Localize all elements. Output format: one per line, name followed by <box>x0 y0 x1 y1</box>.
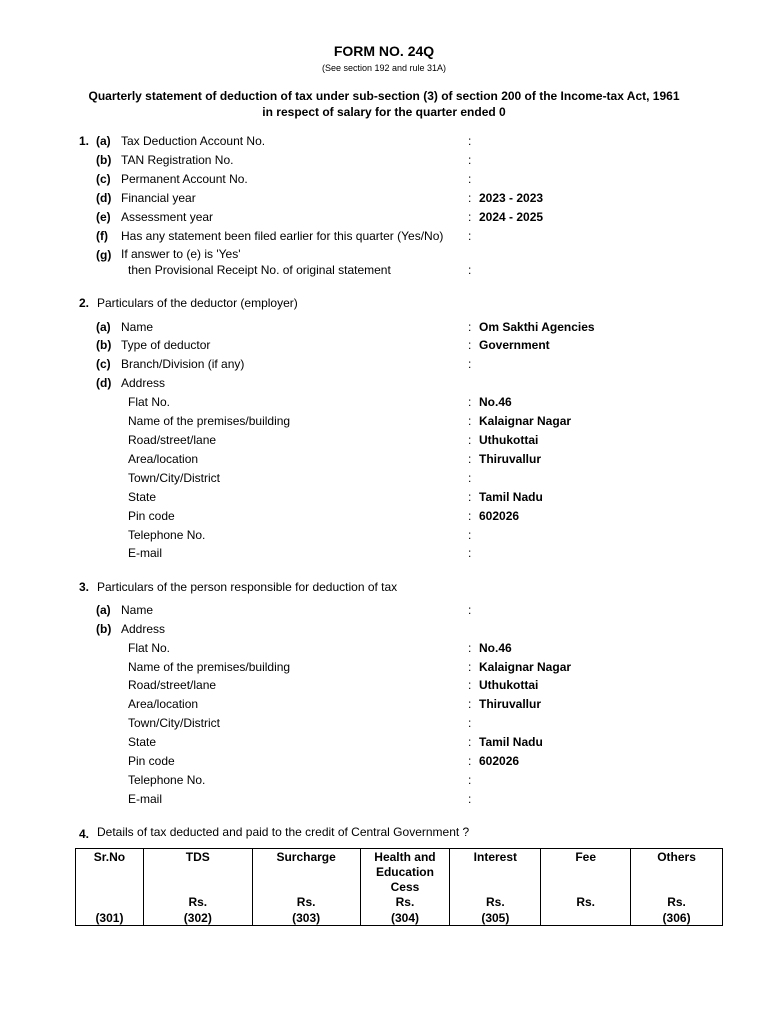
s1-label-b: TAN Registration No. <box>121 153 234 167</box>
s2-addr-colon-premises: : <box>468 414 472 428</box>
s1-colon-b: : <box>468 153 472 167</box>
s2-colon-a: : <box>468 320 472 334</box>
s3-addr-colon-flat: : <box>468 641 472 655</box>
s2-letter-a: (a) <box>96 320 111 334</box>
col-rs-surcharge: Rs. <box>296 895 316 909</box>
s3-addr-label-premises: Name of the premises/building <box>128 660 291 674</box>
s3-addr-value-pin: 602026 <box>479 754 520 768</box>
form-title: FORM NO. 24Q <box>333 43 435 59</box>
table-row <box>76 849 723 926</box>
s3-addr-colon-email: : <box>468 792 472 806</box>
s1-label-g-line2: then Provisional Receipt No. of original statement <box>128 263 391 277</box>
s1-colon-e: : <box>468 210 472 224</box>
col-surcharge <box>252 849 360 926</box>
s2-label-a: Name <box>121 320 154 334</box>
col-others <box>631 849 723 926</box>
col-interest <box>450 849 541 926</box>
s2-addr-label-telephone: Telephone No. <box>128 528 206 542</box>
col-header-srno: Sr.No <box>93 850 126 864</box>
s2-addr-label-area: Area/location <box>128 452 199 466</box>
s2-letter-d: (d) <box>96 376 112 390</box>
col-code-interest: (305) <box>481 911 510 925</box>
s3-addr-colon-telephone: : <box>468 773 472 787</box>
s2-addr-label-road: Road/street/lane <box>128 433 217 447</box>
s2-addr-value-area: Thiruvallur <box>479 452 542 466</box>
s3-addr-colon-town: : <box>468 716 472 730</box>
s3-addr-value-road: Uthukottai <box>479 678 539 692</box>
col-header-interest: Interest <box>473 850 518 864</box>
col-header-cess: Health and Education Cess <box>374 850 436 894</box>
s1-letter-b: (b) <box>96 153 112 167</box>
col-code-surcharge: (303) <box>292 911 321 925</box>
s3-label-b: Address <box>121 622 166 636</box>
s1-value-e: 2024 - 2025 <box>479 210 544 224</box>
s1-label-a: Tax Deduction Account No. <box>121 134 266 148</box>
col-code-srno: (301) <box>95 911 124 925</box>
s2-letter-c: (c) <box>96 357 111 371</box>
form-heading-line1: Quarterly statement of deduction of tax under sub-section (3) of section 200 of the Income-tax Act, 1961 <box>88 89 680 103</box>
col-code-tds: (302) <box>183 911 212 925</box>
s1-label-d: Financial year <box>121 191 196 205</box>
section2-number: 2. <box>79 296 90 310</box>
s3-addr-label-pin: Pin code <box>128 754 175 768</box>
s3-letter-a: (a) <box>96 603 111 617</box>
col-rs-tds: Rs. <box>188 895 208 909</box>
s2-addr-label-email: E-mail <box>128 546 163 560</box>
s2-addr-label-state: State <box>128 490 157 504</box>
s2-colon-c: : <box>468 357 472 371</box>
s3-addr-colon-premises: : <box>468 660 472 674</box>
s3-addr-colon-area: : <box>468 697 472 711</box>
s2-addr-colon-road: : <box>468 433 472 447</box>
s3-colon-a: : <box>468 603 472 617</box>
s3-addr-colon-state: : <box>468 735 472 749</box>
s3-addr-colon-pin: : <box>468 754 472 768</box>
s2-addr-value-state: Tamil Nadu <box>479 490 543 504</box>
s2-addr-colon-state: : <box>468 490 472 504</box>
s1-label-c: Permanent Account No. <box>121 172 248 186</box>
section3-number: 3. <box>79 580 90 594</box>
col-rs-interest: Rs. <box>485 895 505 909</box>
form-subtitle: (See section 192 and rule 31A) <box>321 63 447 73</box>
s1-letter-c: (c) <box>96 172 111 186</box>
col-rs-others: Rs. <box>667 895 686 909</box>
s2-addr-colon-area: : <box>468 452 472 466</box>
section2-title: Particulars of the deductor (employer) <box>97 296 298 310</box>
s2-addr-value-pin: 602026 <box>479 509 520 523</box>
s1-colon-d: : <box>468 191 472 205</box>
s3-addr-label-email: E-mail <box>128 792 163 806</box>
s2-addr-colon-pin: : <box>468 509 472 523</box>
s3-addr-label-flat: Flat No. <box>128 641 171 655</box>
s2-addr-label-town: Town/City/District <box>128 471 221 485</box>
s2-value-a: Om Sakthi Agencies <box>479 320 595 334</box>
col-code-others: (306) <box>662 911 691 925</box>
col-header-tds: TDS <box>185 850 210 864</box>
s3-addr-label-town: Town/City/District <box>128 716 221 730</box>
col-code-cess: (304) <box>390 911 419 925</box>
s2-addr-colon-town: : <box>468 471 472 485</box>
s1-letter-g: (g) <box>96 248 112 262</box>
s1-letter-d: (d) <box>96 191 112 205</box>
s1-colon-g: : <box>468 263 472 277</box>
s1-letter-a: (a) <box>96 134 111 148</box>
s1-label-g: If answer to (e) is 'Yes' <box>121 247 241 261</box>
section3-title: Particulars of the person responsible for deduction of tax <box>97 580 398 594</box>
s3-letter-b: (b) <box>96 622 112 636</box>
s3-addr-value-flat: No.46 <box>479 641 512 655</box>
col-rs-fee: Rs. <box>576 895 596 909</box>
s3-addr-label-state: State <box>128 735 157 749</box>
col-tds <box>143 849 252 926</box>
s2-label-c: Branch/Division (if any) <box>121 357 245 371</box>
col-header-surcharge: Surcharge <box>276 850 336 864</box>
s2-addr-label-premises: Name of the premises/building <box>128 414 291 428</box>
s2-addr-colon-telephone: : <box>468 528 472 542</box>
s2-label-b: Type of deductor <box>121 338 211 352</box>
form-heading-line2: in respect of salary for the quarter ended 0 <box>262 105 506 119</box>
s1-colon-f: : <box>468 229 472 243</box>
s3-addr-label-road: Road/street/lane <box>128 678 217 692</box>
s1-colon-c: : <box>468 172 472 186</box>
s2-addr-colon-email: : <box>468 546 472 560</box>
s3-addr-value-area: Thiruvallur <box>479 697 542 711</box>
col-header-others: Others <box>657 850 696 864</box>
s3-addr-colon-road: : <box>468 678 472 692</box>
s2-addr-value-road: Uthukottai <box>479 433 539 447</box>
s2-addr-label-flat: Flat No. <box>128 395 171 409</box>
s1-letter-f: (f) <box>96 229 108 243</box>
col-cess <box>360 849 450 926</box>
s3-addr-label-telephone: Telephone No. <box>128 773 206 787</box>
s1-label-e: Assessment year <box>121 210 214 224</box>
s2-addr-value-flat: No.46 <box>479 395 512 409</box>
col-fee <box>541 849 631 926</box>
s3-addr-value-premises: Kalaignar Nagar <box>479 660 572 674</box>
s2-value-b: Government <box>479 338 550 352</box>
s3-label-a: Name <box>121 603 154 617</box>
s2-addr-value-premises: Kalaignar Nagar <box>479 414 572 428</box>
s3-addr-label-area: Area/location <box>128 697 199 711</box>
s2-letter-b: (b) <box>96 338 112 352</box>
s1-letter-e: (e) <box>96 210 111 224</box>
tds-details-table <box>75 848 723 926</box>
col-rs-cess: Rs. <box>395 895 415 909</box>
s3-addr-value-state: Tamil Nadu <box>479 735 543 749</box>
s1-colon-a: : <box>468 134 472 148</box>
section4-number: 4. <box>79 827 90 841</box>
s2-colon-b: : <box>468 338 472 352</box>
section4-title: Details of tax deducted and paid to the credit of Central Government ? <box>97 825 470 839</box>
section1-number: 1. <box>79 134 90 148</box>
col-header-fee: Fee <box>575 850 597 864</box>
s1-label-f: Has any statement been filed earlier for this quarter (Yes/No) <box>121 229 444 243</box>
s2-label-d: Address <box>121 376 166 390</box>
s2-addr-colon-flat: : <box>468 395 472 409</box>
s2-addr-label-pin: Pin code <box>128 509 175 523</box>
col-srno <box>76 849 144 926</box>
s1-value-d: 2023 - 2023 <box>479 191 544 205</box>
